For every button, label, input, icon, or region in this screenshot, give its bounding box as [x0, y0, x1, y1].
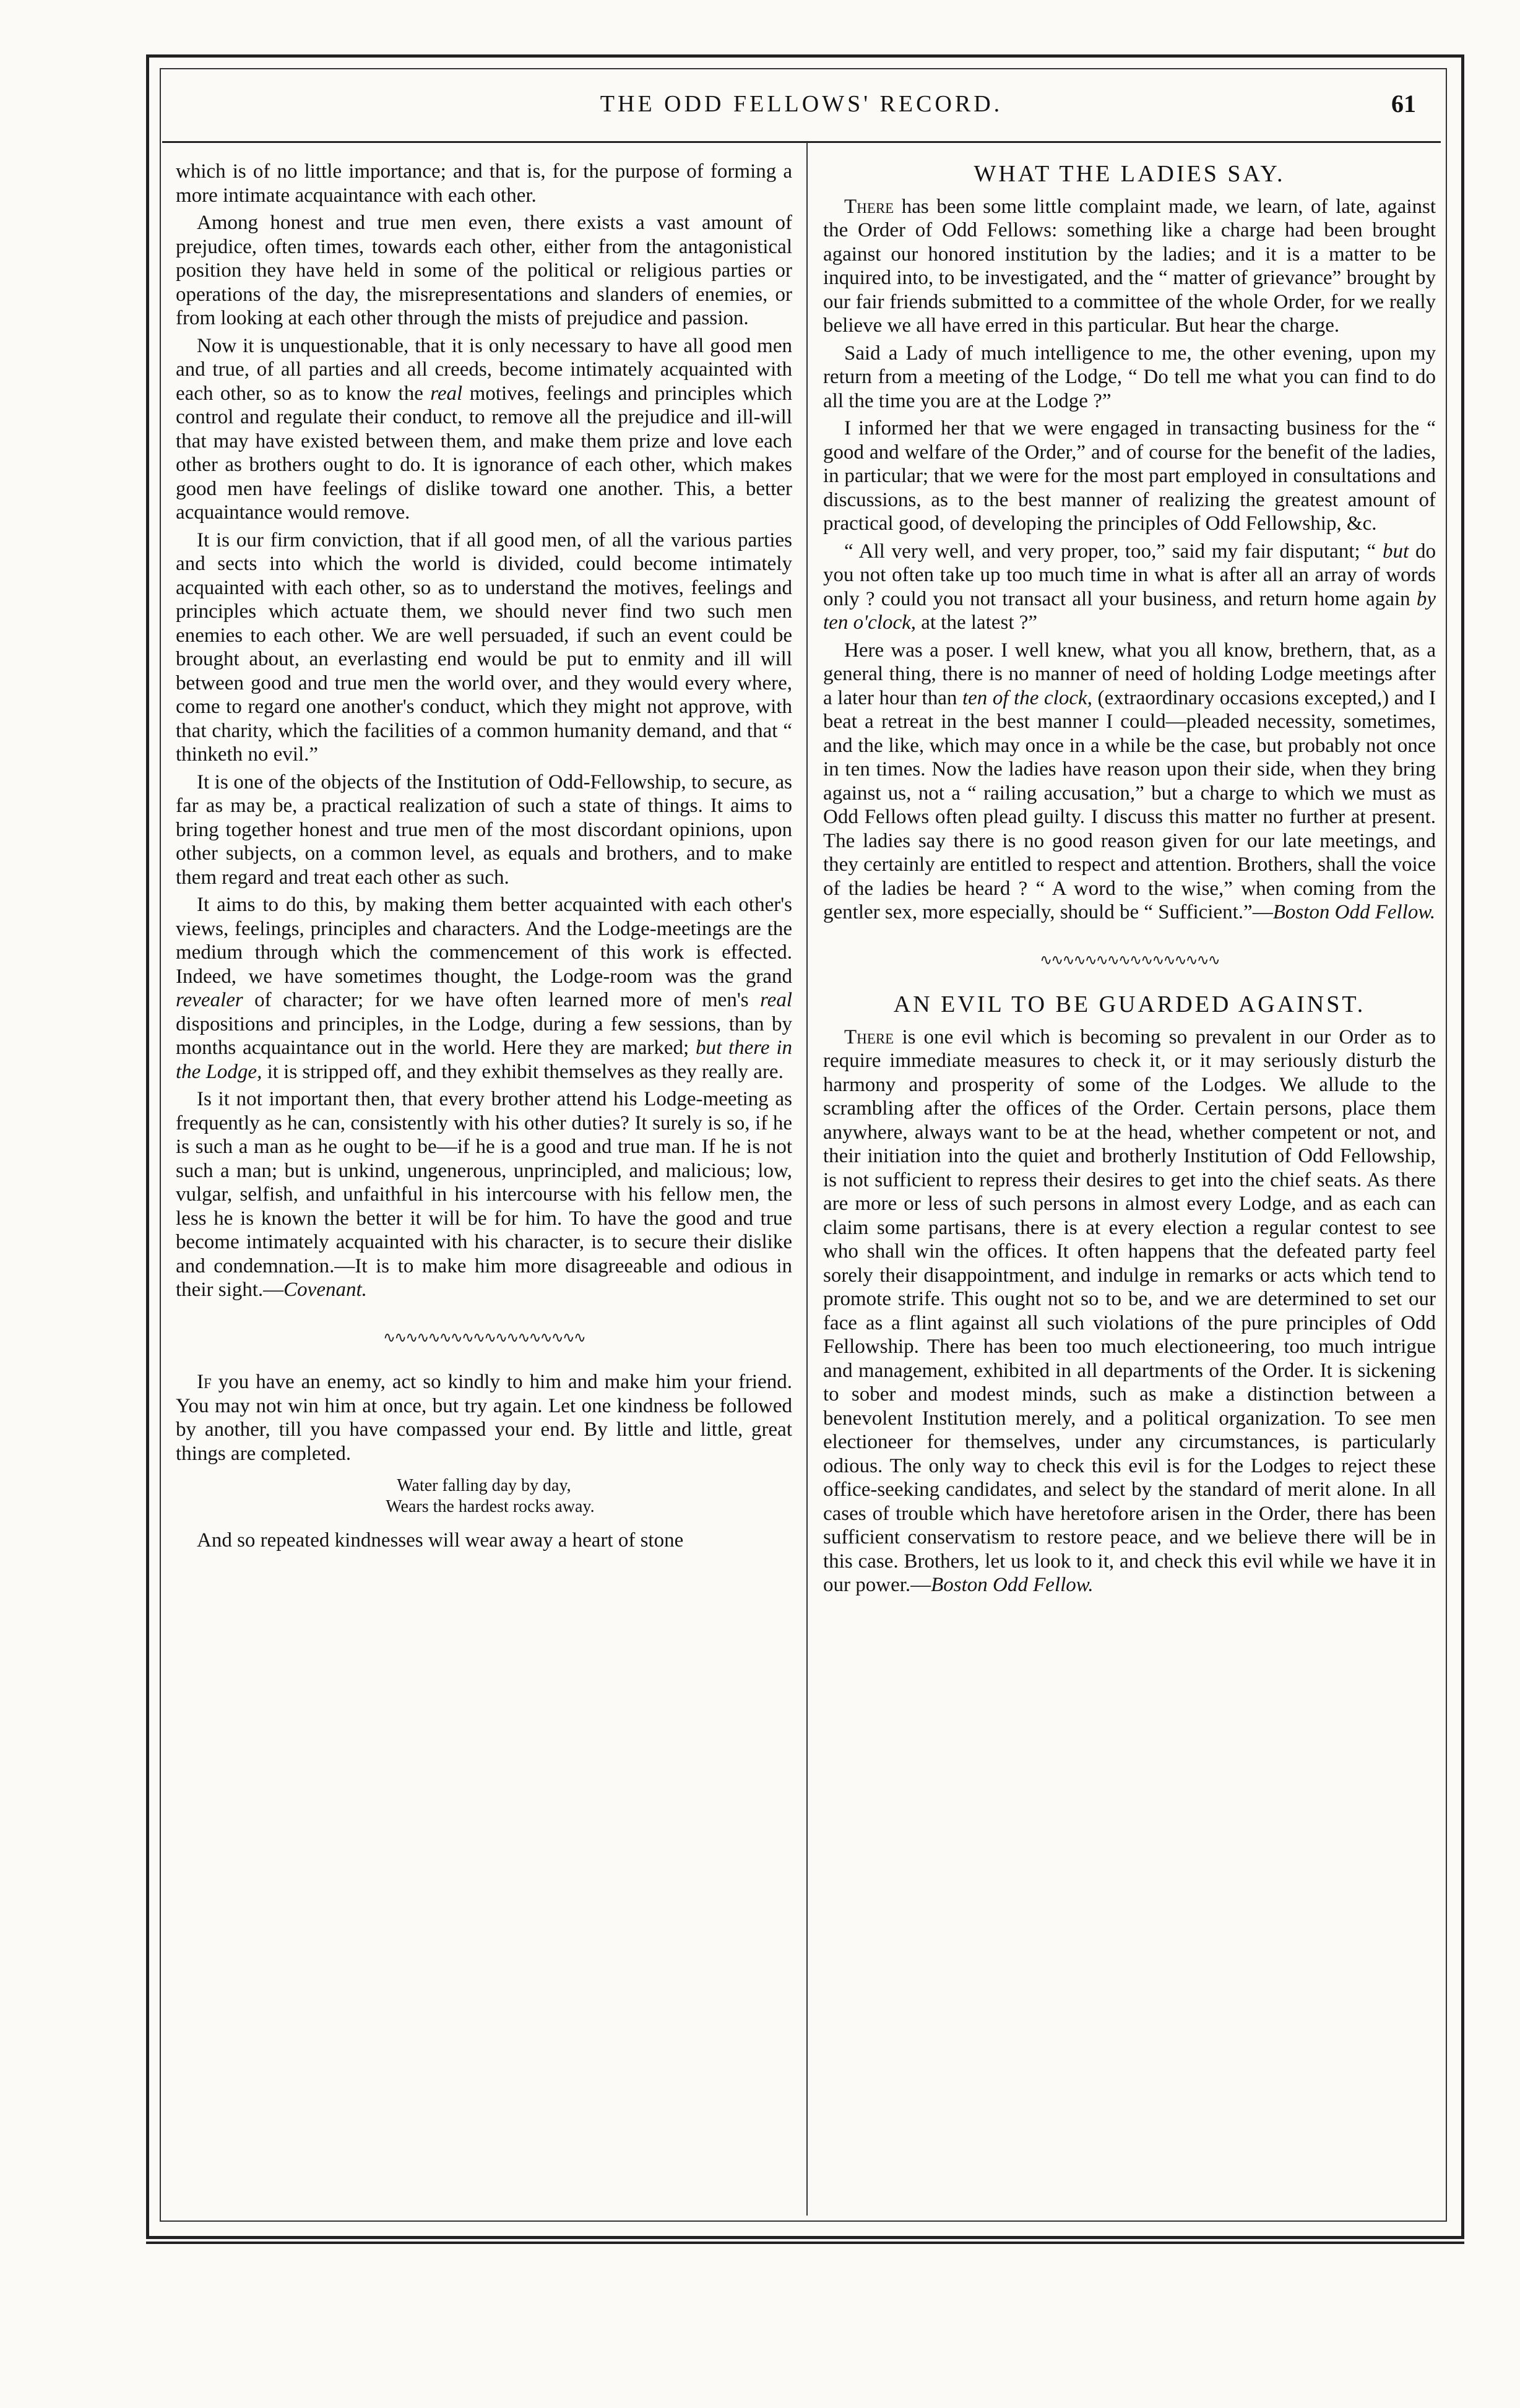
paragraph: which is of no little importance; and that is, for the purpose of forming a more intimate acquaintance with each other. [176, 160, 792, 207]
paragraph: Is it not important then, that every brother attend his Lodge-meeting as frequently as he can, consistently with his other duties? It surely is so, if he is such a man as he ought to be—if he is a good and true man. If he is not such a man; but is unkind, ungenerous, unprincipled, and malicious; low, vulgar, selfish, and unfaithful in his intercourse with his fellow men, the less he is known the better it will be for him. To have the good and true become intimately acquainted with his character, is to secure their dislike and condemnation.—It is to make him more disagreeable and odious in their sight.—Covenant. [176, 1088, 792, 1301]
article-title: WHAT THE LADIES SAY. [974, 161, 1285, 187]
verse-line: Wears the hardest rocks away. [386, 1497, 595, 1516]
page-header [162, 79, 1441, 143]
paragraph: It is our firm conviction, that if all good men, of all the various parties and sects into which the world is divided, could become intimately acquainted with each other, so as to understand the motives, feelings and principles which actuate them, we should never find two such men enemies to each other. We are well persuaded, if such an event could be brought about, an everlasting end would be put to enmity and ill will between good and true men the world over, and they would every where, come to regard one another's conduct, which they might not approve, with that charity, which the facilities of a common humanity demand, and that “ thinketh no evil.” [176, 529, 792, 766]
column-divider [806, 142, 808, 2216]
paragraph: And so repeated kindnesses will wear away a heart of stone [197, 1529, 684, 1551]
paragraph: Said a Lady of much intelligence to me, the other evening, upon my return from a meeting of the Lodge, “ Do tell me what you can find to do all the time you are at the Lodge ?” [823, 342, 1436, 412]
left-column [176, 160, 792, 2208]
paragraph: Among honest and true men even, there exists a vast amount of prejudice, often times, towards each other, either from the antagonistical position they have held in some of the political or religious parties or operations of the day, the misrepresentations and slanders of enemies, or from looking at each other through the mists of prejudice and passion. [176, 212, 792, 329]
verse [176, 1475, 792, 1517]
source-attribution: Boston Odd Fellow. [931, 1574, 1094, 1596]
paragraph: “ All very well, and very proper, too,” said my fair disputant; “ but do you not often take up too much time in what is after all an array of words only ? could you not transact all your business, and return home again by ten o'clock, at the latest ?” [823, 540, 1436, 634]
page-number: 61 [1391, 90, 1416, 118]
paragraph: Here was a poser. I well knew, what you all know, brethern, that, as a general thing, there is no manner of need of holding Lodge meetings after a later hour than ten of the clock, (extraordinary occasions excepted,) and I beat a retreat in the best manner I could—pleaded necessity, sometimes, and the like, which may once in a while be the case, but probably not once in ten times. Now the ladies have reason upon their side, when they bring against us, not a “ railing accusation,” but a charge to which we must as Odd Fellows often plead guilty. I discuss this matter no further at present. The ladies say there is no good reason given for our late meetings, and they certainly are entitled to respect and attention. Brothers, shall the voice of the ladies be heard ? “ A word to the wise,” when coming from the gentler sex, more especially, should be “ Sufficient.”—Boston Odd Fellow. [823, 639, 1436, 923]
ornamental-separator: ∿∿∿∿∿∿∿∿∿∿∿∿∿∿∿∿∿∿ [383, 1328, 585, 1346]
paragraph: It is one of the objects of the Institution of Odd-Fellowship, to secure, as far as may be, a practical realization of such a state of things. It aims to bring together honest and true men of the most discordant opinions, upon other subjects, on a common level, as equals and brothers, and to make them regard and treat each other as such. [176, 770, 792, 889]
bottom-rule [146, 2242, 1464, 2244]
verse-line: Water falling day by day, [397, 1476, 571, 1495]
paragraph: If you have an enemy, act so kindly to him and make him your friend. You may not win him at once, but try again. Let one kindness be followed by another, till you have compassed your end. By little and little, great things are completed. [176, 1371, 792, 1465]
running-title: THE ODD FELLOWS' RECORD. [600, 91, 1003, 117]
paragraph: I informed her that we were engaged in transacting business for the “ good and welfare of the Order,” and of course for the benefit of the ladies, in particular; that we were for the most part employed in consultations and discussions, as to the best manner of realizing the greatest amount of practical good, of developing the principles of Odd Fellowship, &c. [823, 417, 1436, 535]
paragraph: There is one evil which is becoming so prevalent in our Order as to require immediate measures to check it, or it may seriously disturb the harmony and prosperity of some of the Lodges. We allude to the scrambling after the offices of the Order. Certain persons, place them anywhere, always want to be at the head, whether competent or not, and their initiation into the quiet and brotherly Institution of Odd Fellowship, is not sufficient to repress their desires to get into the chief seats. As there are more or less of such persons in almost every Lodge, and as each can claim some partisans, there is at every election a regular contest to see who shall win the offices. It often happens that the defeated party feel sorely their disappointment, and indulge in remarks or acts which tend to promote strife. This ought not so to be, and we are determined to set our face as a flint against all such violations of the pure principles of Odd Fellowship. There has been too much electioneering, too much intrigue and management, exhibited in all departments of the Order. It is sickening to sober and modest minds, such as make a distinction between a benevolent Institution merely, and a political organization. To see men electioneer for themselves, under any circumstances, is particularly odious. The only way to check this evil is for the Lodges to reject these office-seeking candidates, and select by the standard of merit alone. In all cases of trouble which have heretofore arisen in the Order, there has been sufficient conservatism to restore peace, and we believe there will be in this case. Brothers, let us look to it, and check this evil while we have it in our power.—Boston Odd Fellow. [823, 1025, 1436, 1596]
paragraph: Now it is unquestionable, that it is only necessary to have all good men and true, of all parties and all creeds, become intimately acquainted with each other, so as to know the real motives, feelings and principles which control and regulate their conduct, to remove all the prejudice and ill-will that may have existed between them, and make them prize and love each other as brothers ought to do. It is ignorance of each other, which makes good men have feelings of dislike toward one another. This, a better acquaintance would remove. [176, 334, 792, 524]
ornamental-separator: ∿∿∿∿∿∿∿∿∿∿∿∿∿∿∿∿ [1040, 951, 1219, 969]
paragraph: There has been some little complaint made, we learn, of late, against the Order of Odd Fellows: something like a charge had been brought against our honored institution by the ladies; and it is a matter to be inquired into, to be investigated, and the “ matter of grievance” brought by our fair friends submitted to a committee of the whole Order, for we really believe we all have erred in this particular. But hear the charge. [823, 195, 1436, 337]
source-attribution: Boston Odd Fellow. [1272, 901, 1436, 923]
source-attribution: Covenant. [283, 1279, 367, 1301]
right-column [823, 160, 1436, 2208]
article-title: AN EVIL TO BE GUARDED AGAINST. [893, 991, 1366, 1017]
paragraph: It aims to do this, by making them better acquainted with each other's views, feelings, principles and characters. And the Lodge-meetings are the medium through which the commencement of this work is effected. Indeed, we have sometimes thought, the Lodge-room was the grand revealer of character; for we have often learned more of men's real dispositions and principles, in the Lodge, during a few sessions, than by months acquaintance out in the world. Here they are marked; but there in the Lodge, it is stripped off, and they exhibit themselves as they really are. [176, 894, 792, 1083]
